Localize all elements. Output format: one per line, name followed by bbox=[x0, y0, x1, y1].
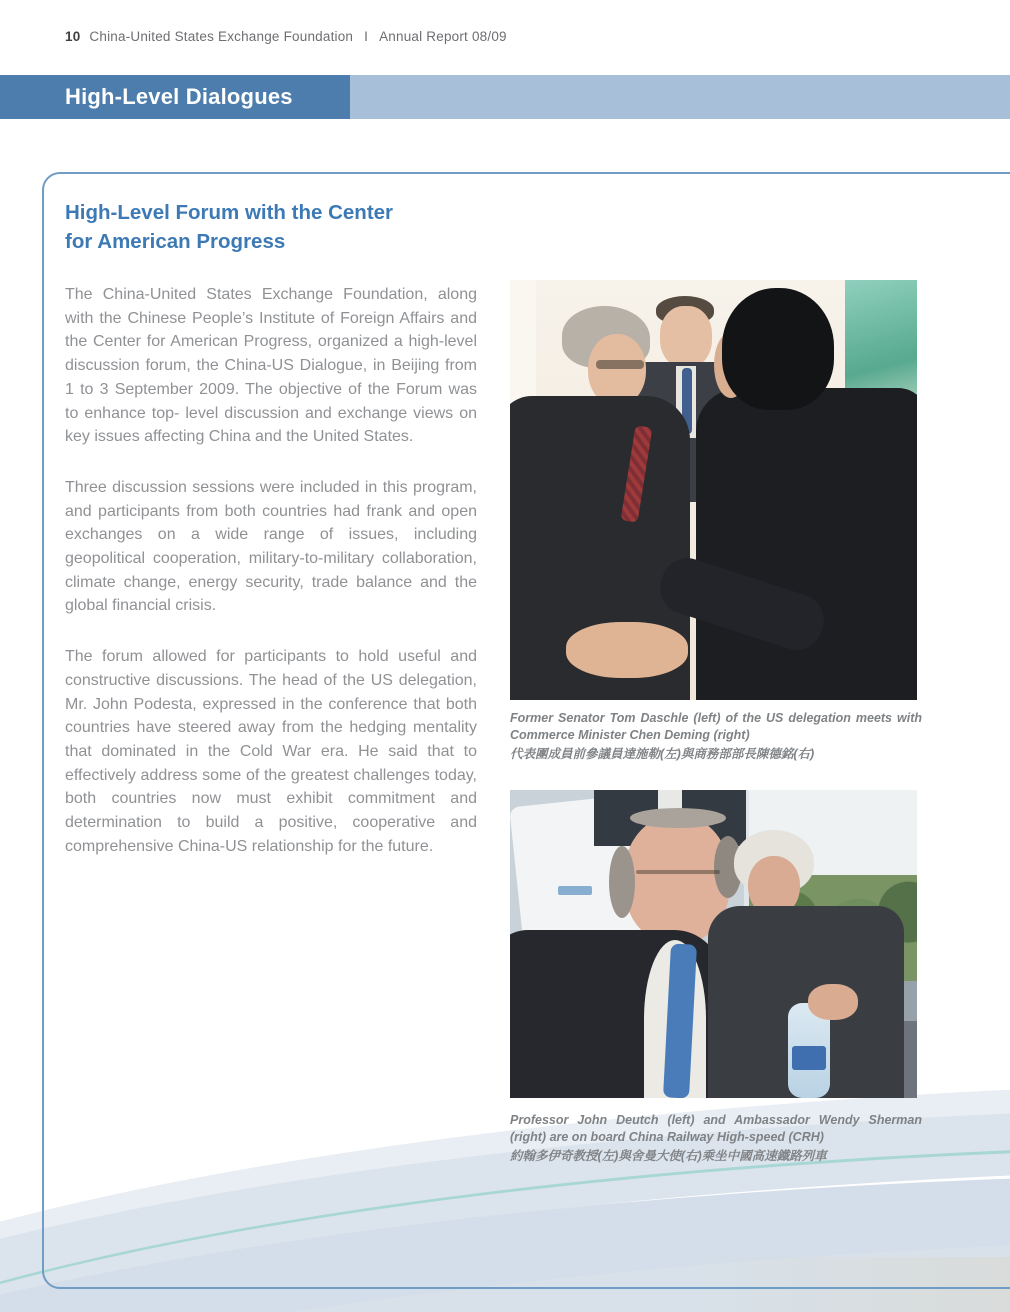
page-number: 10 bbox=[65, 29, 81, 44]
photo2-deutch-glasses bbox=[636, 870, 720, 874]
header-divider: I bbox=[364, 29, 369, 44]
paragraph-1: The China-United States Exchange Foundation, along with the Chinese People’s Institute of Foreign Affairs and the Center for American Progress, organized a high-level discussion forum, the China-US Dialogue, in Beijing from 1 to 3 September 2009. The objective of the Forum was to enhance top- level discussion and exchange views on key issues affecting China and the United States. bbox=[65, 286, 477, 446]
photo2-sherman-hand bbox=[808, 984, 858, 1020]
photo2-bottle-label bbox=[792, 1046, 826, 1070]
photo-daschle-chen-handshake bbox=[510, 280, 917, 700]
article-heading bbox=[65, 198, 393, 256]
paragraph-3: The forum allowed for participants to hold useful and constructive discussions. The head of the US delegation, Mr. John Podesta, expressed in the conference that both countries have steered away from the hedging mentality that dominated in the Cold War era. He said that to effectively address some of the greatest challenges today, both countries now must exhibit commitment and determination to build a positive, cooperative and comprehensive China-US relationship for the future. bbox=[65, 648, 477, 855]
article-body bbox=[65, 283, 477, 885]
photo2-caption-chinese: 約翰多伊奇教授(左)與舍曼大使(右)乘坐中國高速鐵路列車 bbox=[510, 1149, 827, 1163]
photo2-headrest-logo bbox=[558, 886, 592, 895]
article-heading-line1: High-Level Forum with the Center bbox=[65, 201, 394, 224]
section-title: High-Level Dialogues bbox=[65, 84, 293, 109]
photo1-caption bbox=[510, 710, 922, 763]
photo1-chen-suit bbox=[696, 388, 917, 700]
photo1-middle-man-head bbox=[660, 306, 712, 368]
paragraph-2: Three discussion sessions were included in this program, and participants from both countries had frank and open exchanges on a wide range of issues, including geopolitical cooperation, military-to-military collaboration, climate change, energy security, trade balance and the global financial crisis. bbox=[65, 478, 477, 615]
photo1-caption-chinese: 代表團成員前參議員達施勒(左)與商務部部長陳德銘(右) bbox=[510, 747, 815, 761]
foundation-name: China-United States Exchange Foundation bbox=[89, 29, 354, 44]
photo1-daschle-glasses bbox=[596, 360, 644, 369]
photo2-deutch-hair-left bbox=[609, 846, 635, 918]
photo1-handshake-hands bbox=[566, 622, 688, 678]
photo-deutch-sherman-train bbox=[510, 790, 917, 1098]
photo1-chen-hair bbox=[722, 288, 834, 410]
article-heading-line2: for American Progress bbox=[65, 230, 286, 253]
photo2-caption-english: Professor John Deutch (left) and Ambassador Wendy Sherman (right) are on board China Railway High-speed (CRH) bbox=[510, 1113, 922, 1144]
photo2-deutch-hair-top bbox=[630, 808, 726, 828]
report-title: Annual Report 08/09 bbox=[379, 29, 507, 44]
photo1-caption-english: Former Senator Tom Daschle (left) of the US delegation meets with Commerce Minister Chen Deming (right) bbox=[510, 711, 922, 742]
photo2-caption bbox=[510, 1112, 922, 1165]
